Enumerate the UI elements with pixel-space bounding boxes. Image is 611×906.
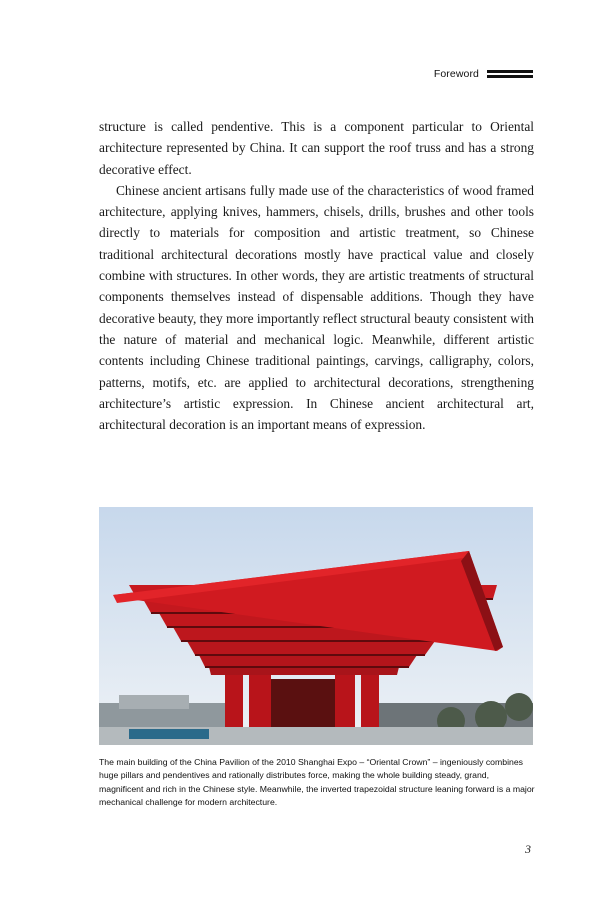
pavilion-illustration	[99, 507, 533, 745]
running-header	[434, 68, 533, 80]
paragraph: Chinese ancient artisans fully made use of the characteristics of wood framed architecture, applying knives, hammers, chisels, drills, brushes and other tools directly to materials for composition and artistic treatment, so Chinese traditional architectural decorations mostly have practical value and closely combine with structures. In other words, they are artistic treatments of structural components themselves instead of dispensable additions. Though they have decorative beauty, they more importantly reflect structural beauty consistent with the nature of material and mechanical logic. Meanwhile, different artistic contents including Chinese traditional paintings, carvings, calligraphy, colors, patterns, motifs, etc. are applied to architectural decorations, strengthening architecture’s artistic expression. In Chinese ancient architectural art, architectural decoration is an important means of expression.	[99, 182, 534, 433]
figure-caption: The main building of the China Pavilion of the 2010 Shanghai Expo – “Oriental Crown” – ingeniously combines huge pillars and pendentives and rationally distributes force, making the whole building steady, grand, magnificent and rich in the Chinese style. Meanwhile, the inverted trapezoidal structure leaning forward is a major mechanical challenge for modern architecture.	[99, 757, 535, 807]
china-pavilion-photo	[99, 507, 533, 745]
section-title: Foreword	[433, 68, 479, 80]
header-rule-icon	[487, 70, 533, 78]
page-number: 3	[525, 842, 531, 856]
main-text	[99, 116, 534, 435]
paragraph-continued: structure is called pendentive. This is a component particular to Oriental architecture represented by China. It can support the roof truss and has a strong decorative effect.	[99, 119, 534, 177]
